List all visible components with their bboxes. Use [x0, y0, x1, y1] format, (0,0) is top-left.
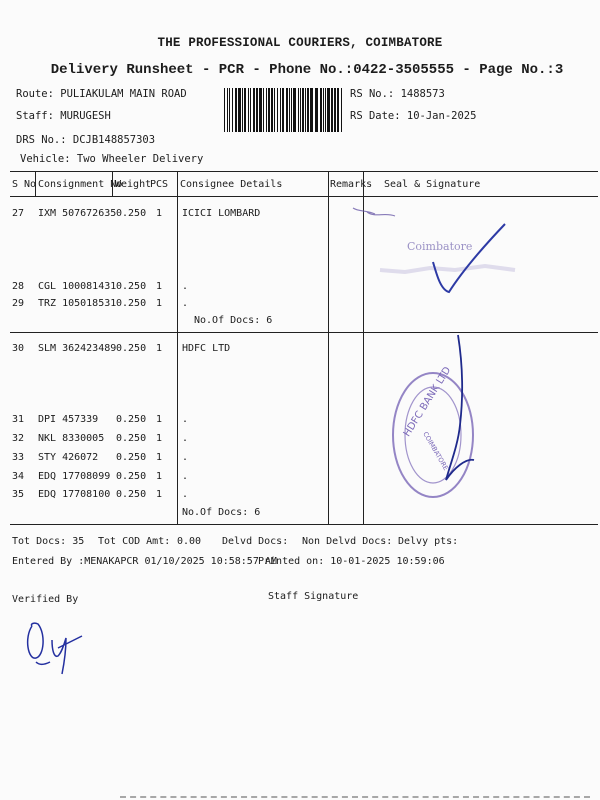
barcode-bar — [282, 88, 284, 132]
row-consignment: SLM 362423489 — [38, 343, 117, 354]
row-pcs: 1 — [156, 281, 163, 292]
col-weight: Weight — [115, 179, 152, 190]
barcode-bar — [224, 88, 225, 132]
barcode-bar — [244, 88, 246, 132]
seal2-text: HDFC BANK LTD — [401, 365, 454, 439]
rs-date: RS Date: 10-Jan-2025 — [350, 110, 477, 122]
row-pcs: 1 — [156, 343, 163, 354]
row-consignment: EDQ 17708099 — [38, 471, 111, 482]
row-consignee: . — [182, 489, 189, 500]
barcode-bar — [248, 88, 249, 132]
row-sno: 27 — [12, 208, 25, 219]
col-seal: Seal & Signature — [384, 179, 481, 190]
barcode-icon — [224, 88, 342, 132]
row-pcs: 1 — [156, 208, 163, 219]
row-pcs: 1 — [156, 452, 163, 463]
verified-by-label: Verified By — [12, 594, 79, 605]
col-sno: S No — [12, 179, 37, 190]
barcode-bar — [271, 88, 273, 132]
company-title: THE PROFESSIONAL COURIERS, COIMBATORE — [157, 36, 443, 50]
route-info: Route: PULIAKULAM MAIN ROAD — [16, 88, 187, 100]
total-cod-value: 0.00 — [177, 536, 202, 547]
row-sno: 28 — [12, 281, 25, 292]
row-sno: 31 — [12, 414, 25, 425]
barcode-bar — [280, 88, 281, 132]
barcode-bar — [227, 88, 228, 132]
barcode-bar — [266, 88, 267, 132]
row-consignee: . — [182, 452, 189, 463]
barcode-bar — [286, 88, 288, 132]
col-pcs: PCS — [150, 179, 169, 190]
barcode-bar — [229, 88, 230, 132]
delivery-points: Delvy pts: — [398, 536, 459, 547]
row-pcs: 1 — [156, 489, 163, 500]
row-weight: 0.250 — [116, 298, 147, 309]
row-consignment: EDQ 17708100 — [38, 489, 111, 500]
row-weight: 0.250 — [116, 281, 147, 292]
row-sno: 34 — [12, 471, 25, 482]
barcode-bar — [298, 88, 299, 132]
barcode-bar — [310, 88, 313, 132]
row-consignment: NKL 8330005 — [38, 433, 105, 444]
row-sno: 30 — [12, 343, 25, 354]
barcode-bar — [238, 88, 241, 132]
total-cod-label: Tot COD Amt: — [98, 536, 171, 547]
row-consignment: STY 426072 — [38, 452, 99, 463]
staff-signature-label: Staff Signature — [268, 591, 359, 602]
col-consignment: Consignment No — [38, 179, 123, 190]
seal1-text: Coimbatore — [407, 240, 473, 253]
barcode-bar — [263, 88, 264, 132]
runsheet-title: Delivery Runsheet - PCR - Phone No.:0422-3505555 - Page No.:3 — [50, 62, 564, 78]
printed-on: Printed on: 10-01-2025 10:59:06 — [258, 556, 445, 567]
row-consignee: . — [182, 471, 189, 482]
barcode-bar — [341, 88, 342, 132]
row-weight: 0.250 — [116, 343, 147, 354]
row-weight: 0.250 — [116, 414, 147, 425]
row-weight: 0.250 — [116, 489, 147, 500]
barcode-bar — [305, 88, 306, 132]
row-pcs: 1 — [156, 433, 163, 444]
hdfc-seal-icon — [388, 330, 498, 510]
row-sno: 35 — [12, 489, 25, 500]
row-pcs: 1 — [156, 414, 163, 425]
drs-info: DRS No.: DCJB148857303 — [16, 134, 156, 146]
stamp-signature-icon — [345, 200, 535, 300]
barcode-bar — [253, 88, 255, 132]
vehicle-info: Vehicle: Two Wheeler Delivery — [20, 153, 204, 165]
col-consignee: Consignee Details — [180, 179, 283, 190]
barcode-bar — [293, 88, 296, 132]
barcode-bar — [337, 88, 339, 132]
verifier-signature-icon — [22, 612, 102, 682]
barcode-bar — [327, 88, 330, 132]
row-consignee: . — [182, 433, 189, 444]
group1-doc-count: No.Of Docs: 6 — [194, 315, 273, 326]
row-consignment: IXM 507672635 — [38, 208, 117, 219]
barcode-bar — [302, 88, 304, 132]
group2-doc-count: No.Of Docs: 6 — [182, 507, 261, 518]
rs-number: RS No.: 1488573 — [350, 88, 445, 100]
row-pcs: 1 — [156, 298, 163, 309]
barcode-bar — [274, 88, 275, 132]
barcode-bar — [315, 88, 318, 132]
row-consignee: ICICI LOMBARD — [182, 208, 261, 219]
barcode-bar — [268, 88, 270, 132]
row-consignee: HDFC LTD — [182, 343, 231, 354]
barcode-bar — [259, 88, 262, 132]
barcode-bar — [291, 88, 292, 132]
barcode-bar — [235, 88, 237, 132]
barcode-bar — [320, 88, 322, 132]
entered-by: Entered By :MENAKAPCR 01/10/2025 10:58:57 AM — [12, 556, 277, 567]
row-consignment: DPI 457339 — [38, 414, 99, 425]
col-remarks: Remarks — [330, 179, 373, 190]
barcode-bar — [256, 88, 258, 132]
row-consignee: . — [182, 414, 189, 425]
barcode-bar — [325, 88, 326, 132]
barcode-bar — [323, 88, 324, 132]
row-pcs: 1 — [156, 471, 163, 482]
row-sno: 32 — [12, 433, 25, 444]
row-sno: 29 — [12, 298, 25, 309]
row-weight: 0.250 — [116, 471, 147, 482]
barcode-bar — [307, 88, 309, 132]
total-docs: Tot Docs: 35 — [12, 536, 85, 547]
barcode-bar — [289, 88, 290, 132]
row-consignee: . — [182, 281, 189, 292]
barcode-bar — [277, 88, 278, 132]
row-weight: 0.250 — [116, 208, 147, 219]
delivered-docs: Delvd Docs: — [222, 536, 289, 547]
barcode-bar — [331, 88, 333, 132]
row-weight: 0.250 — [116, 433, 147, 444]
barcode-bar — [250, 88, 251, 132]
barcode-bar — [232, 88, 233, 132]
non-delivered-docs: Non Delvd Docs: — [302, 536, 393, 547]
row-consignment: CGL 100081431 — [38, 281, 117, 292]
barcode-bar — [334, 88, 336, 132]
barcode-bar — [242, 88, 243, 132]
row-consignment: TRZ 105018531 — [38, 298, 117, 309]
barcode-bar — [300, 88, 301, 132]
seal2-sub: COIMBATORE — [421, 430, 450, 472]
row-sno: 33 — [12, 452, 25, 463]
row-weight: 0.250 — [116, 452, 147, 463]
row-consignee: . — [182, 298, 189, 309]
staff-info: Staff: MURUGESH — [16, 110, 111, 122]
